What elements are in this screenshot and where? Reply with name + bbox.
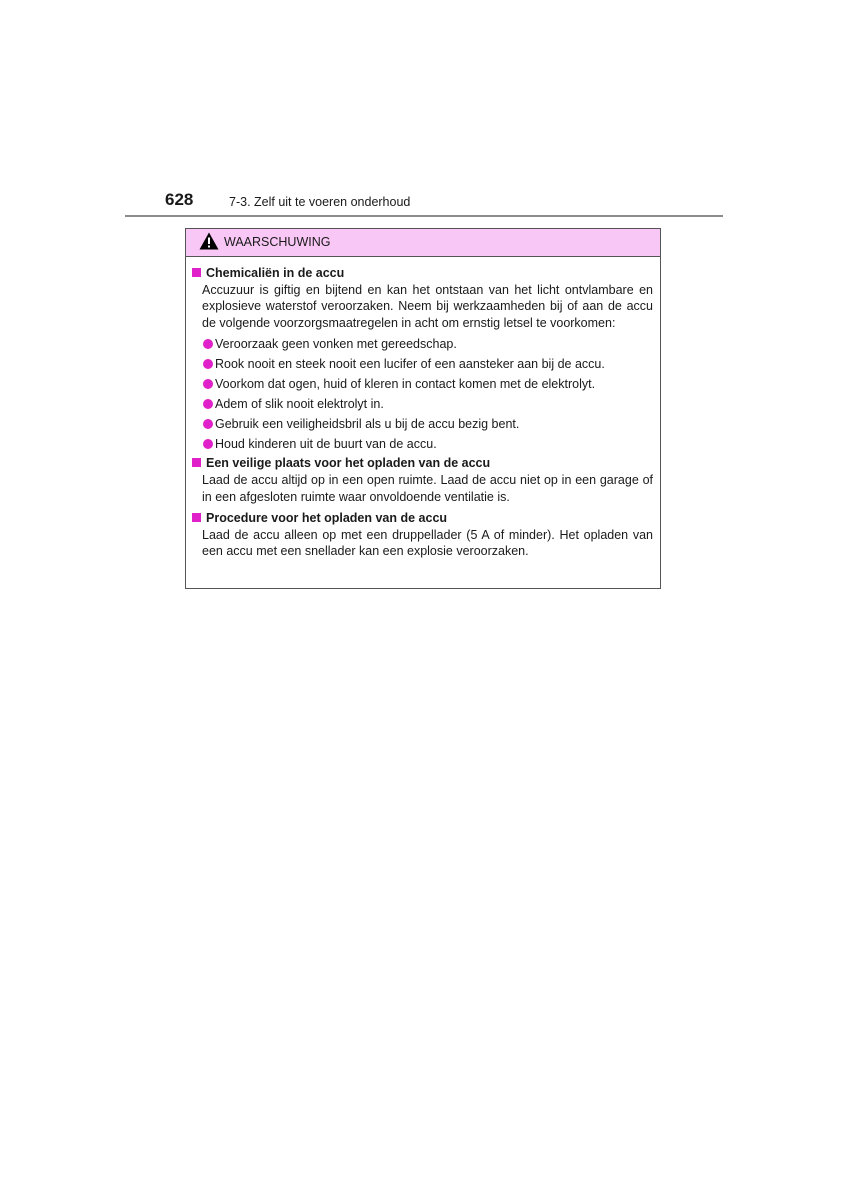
section-heading-text: Een veilige plaats voor het opladen van de accu bbox=[206, 456, 491, 471]
square-bullet-icon bbox=[192, 513, 201, 522]
round-bullet-icon bbox=[203, 379, 213, 389]
section-charging-procedure bbox=[186, 509, 660, 560]
section-heading bbox=[190, 509, 660, 527]
section-title: 7-3. Zelf uit te voeren onderhoud bbox=[229, 195, 411, 209]
section-paragraph: Laad de accu alleen op met een druppellader (5 A of minder). Het opladen van een accu met een snellader kan een explosie veroorzaken. bbox=[202, 528, 653, 559]
section-chemicals bbox=[186, 264, 660, 454]
round-bullet-icon bbox=[203, 339, 213, 349]
list-item bbox=[202, 334, 660, 354]
list-item bbox=[202, 394, 660, 414]
warning-box bbox=[185, 228, 661, 589]
round-bullet-icon bbox=[203, 359, 213, 369]
list-item-text: Gebruik een veiligheidsbril als u bij de accu bezig bent. bbox=[215, 417, 520, 432]
section-paragraph: Accuzuur is giftig en bijtend en kan het ontstaan van het licht ontvlambare en explosieve waterstof veroorzaken. Neem bij werkzaamheden bij of aan de accu de volgende voorzorgsmaatregelen in acht om ernstig letsel te voorkomen: bbox=[202, 283, 653, 330]
list-item-text: Houd kinderen uit de buurt van de accu. bbox=[215, 437, 437, 452]
square-bullet-icon bbox=[192, 458, 201, 467]
list-item bbox=[202, 414, 660, 434]
list-item-text: Voorkom dat ogen, huid of kleren in contact komen met de elektrolyt. bbox=[215, 377, 596, 392]
section-heading bbox=[190, 454, 660, 472]
list-item bbox=[202, 434, 660, 454]
list-item-text: Adem of slik nooit elektrolyt in. bbox=[215, 397, 384, 412]
page-header bbox=[0, 0, 848, 220]
page-number: 628 bbox=[165, 190, 194, 209]
list-item-text: Veroorzaak geen vonken met gereedschap. bbox=[215, 337, 457, 352]
section-safe-place bbox=[186, 454, 660, 505]
warning-header bbox=[186, 229, 660, 257]
precaution-list bbox=[186, 334, 660, 454]
round-bullet-icon bbox=[203, 399, 213, 409]
list-item bbox=[202, 374, 660, 394]
section-heading bbox=[190, 264, 660, 282]
section-heading-text: Procedure voor het opladen van de accu bbox=[206, 511, 448, 526]
header-divider bbox=[125, 215, 723, 217]
list-item-text: Rook nooit en steek nooit een lucifer of een aansteker aan bij de accu. bbox=[215, 357, 605, 372]
round-bullet-icon bbox=[203, 439, 213, 449]
round-bullet-icon bbox=[203, 419, 213, 429]
warning-body bbox=[186, 257, 660, 560]
warning-triangle-icon bbox=[199, 232, 219, 250]
square-bullet-icon bbox=[192, 268, 201, 277]
warning-title: WAARSCHUWING bbox=[224, 235, 331, 249]
section-heading-text: Chemicaliën in de accu bbox=[206, 266, 345, 280]
section-paragraph: Laad de accu altijd op in een open ruimte. Laad de accu niet op in een garage of in een afgesloten ruimte waar onvoldoende ventilatie is. bbox=[202, 473, 653, 504]
list-item bbox=[202, 354, 660, 374]
